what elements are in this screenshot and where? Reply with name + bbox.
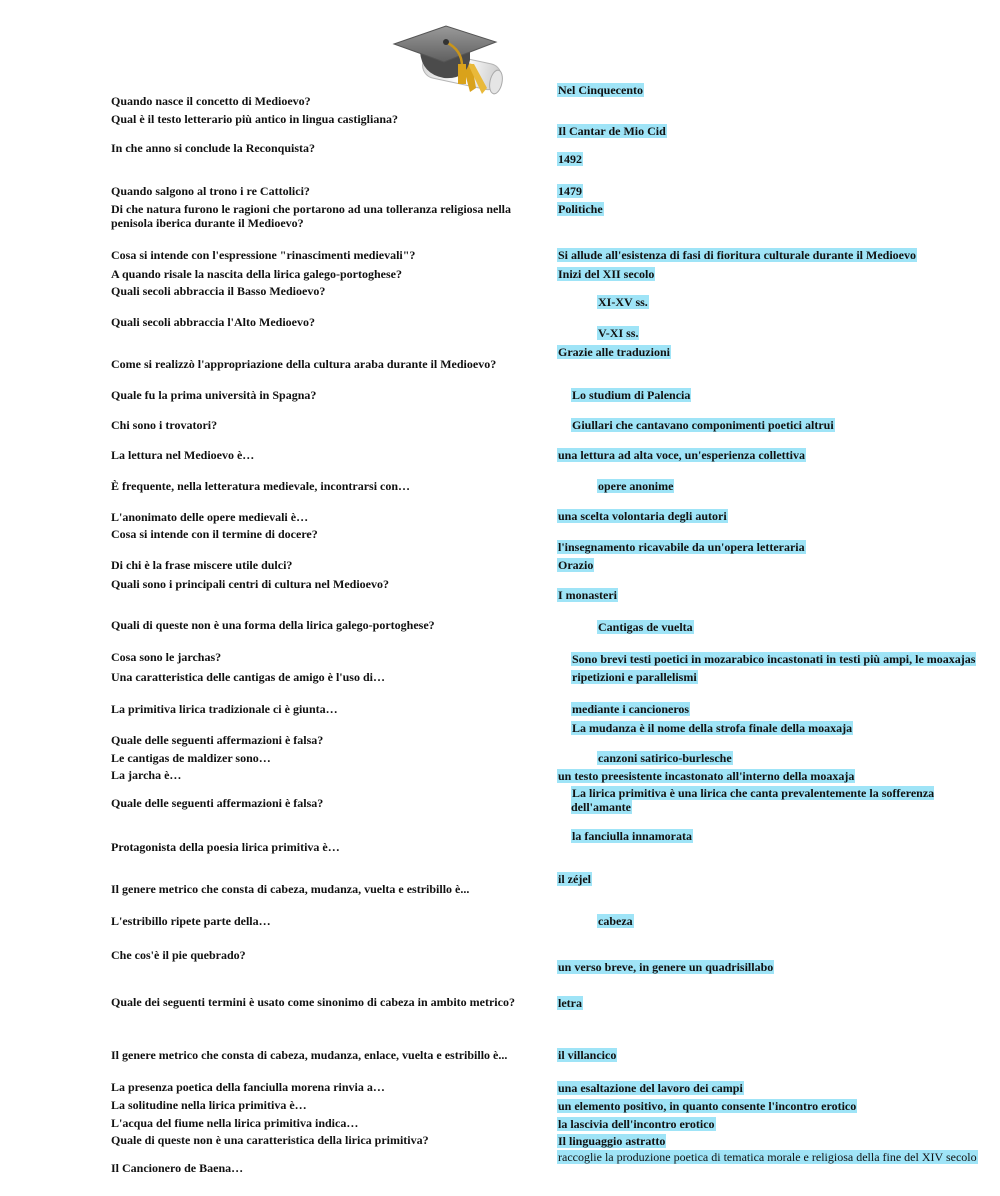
answer-highlight <box>597 620 694 634</box>
question-text: Il genere metrico che consta di cabeza, mudanza, vuelta e estribillo è... <box>111 882 470 896</box>
question-text: La jarcha è… <box>111 768 182 782</box>
answer-text: una esaltazione del lavoro dei campi <box>558 1081 743 1095</box>
answer-highlight <box>557 769 855 783</box>
question-text: Quali di queste non è una forma della lirica galego-portoghese? <box>111 618 435 632</box>
answer-text: una scelta volontaria degli autori <box>558 509 727 523</box>
answer-highlight <box>571 829 693 843</box>
question-text: Quali secoli abbraccia l'Alto Medioevo? <box>111 315 315 329</box>
question-text: A quando risale la nascita della lirica galego-portoghese? <box>111 267 402 281</box>
answer-highlight <box>557 1048 617 1062</box>
question-text: Cosa sono le jarchas? <box>111 650 222 664</box>
answer-highlight <box>557 872 592 886</box>
answer-text: Si allude all'esistenza di fasi di fioritura culturale durante il Medioevo <box>558 248 916 262</box>
answer-highlight <box>557 152 583 166</box>
answer-text: Politiche <box>558 202 603 216</box>
question-text: Quando nasce il concetto di Medioevo? <box>111 94 311 108</box>
question-text: Il Cancionero de Baena… <box>111 1161 244 1175</box>
answer-text: un verso breve, in genere un quadrisillabo <box>558 960 774 974</box>
answer-text: Cantigas de vuelta <box>598 620 693 634</box>
answer-text: Sono brevi testi poetici in mozarabico incastonati in testi più ampi, le moaxajas <box>572 652 976 666</box>
question-text: Il genere metrico che consta di cabeza, mudanza, enlace, vuelta e estribillo è... <box>111 1048 508 1062</box>
question-text: L'anonimato delle opere medievali è… <box>111 510 309 524</box>
answer-highlight <box>557 540 806 554</box>
answer-highlight <box>557 345 671 359</box>
question-text: Quale di queste non è una caratteristica della lirica primitiva? <box>111 1133 429 1147</box>
answer-text: Lo studium di Palencia <box>572 388 691 402</box>
answer-highlight <box>571 388 691 402</box>
question-text: Cosa si intende con il termine di docere? <box>111 527 318 541</box>
answer-highlight <box>597 326 639 340</box>
answer-text: il villancico <box>558 1048 617 1062</box>
answer-text: canzoni satirico-burlesche <box>598 751 732 765</box>
answer-text: l'insegnamento ricavabile da un'opera letteraria <box>558 540 805 554</box>
answer-text: Il Cantar de Mio Cid <box>558 124 666 138</box>
answer-text: Giullari che cantavano componimenti poetici altrui <box>572 418 834 432</box>
answer-text: il zéjel <box>558 872 591 886</box>
question-text: Quale fu la prima università in Spagna? <box>111 388 317 402</box>
question-text: Qual è il testo letterario più antico in lingua castigliana? <box>111 112 398 126</box>
answer-text: 1479 <box>558 184 582 198</box>
answer-highlight <box>597 751 733 765</box>
question-text: Cosa si intende con l'espressione "rinascimenti medievali"? <box>111 248 416 262</box>
answer-highlight <box>557 267 655 281</box>
answer-highlight <box>571 721 853 735</box>
answer-text: XI-XV ss. <box>598 295 648 309</box>
answer-text: la lascivia dell'incontro erotico <box>558 1117 715 1131</box>
question-text: La primitiva lirica tradizionale ci è giunta… <box>111 702 338 716</box>
question-text: In che anno si conclude la Reconquista? <box>111 141 316 155</box>
answer-highlight <box>557 202 604 216</box>
question-text: L'acqua del fiume nella lirica primitiva indica… <box>111 1116 359 1130</box>
question-text: Quale dei seguenti termini è usato come sinonimo di cabeza in ambito metrico? <box>111 995 515 1009</box>
answer-text: 1492 <box>558 152 582 166</box>
question-text: Di che natura furono le ragioni che portarono ad una tolleranza religiosa nella penisola iberica durante il Medioevo? <box>111 202 511 230</box>
answer-text: La lirica primitiva è una lirica che canta prevalentemente la sofferenza dell'amante <box>571 786 935 814</box>
question-text: Chi sono i trovatori? <box>111 418 218 432</box>
answer-text: Orazio <box>558 558 594 572</box>
answer-highlight <box>571 702 690 716</box>
question-text: Di chi è la frase miscere utile dulci? <box>111 558 293 572</box>
question-text: Quando salgono al trono i re Cattolici? <box>111 184 310 198</box>
answer-highlight <box>557 996 583 1010</box>
answer-text: Nel Cinquecento <box>558 83 643 97</box>
question-text: La solitudine nella lirica primitiva è… <box>111 1098 307 1112</box>
answer-highlight <box>557 124 667 138</box>
answer-highlight <box>557 558 594 572</box>
graduation-cap-diploma-icon <box>392 22 508 100</box>
question-text: Protagonista della poesia lirica primitiva è… <box>111 840 340 854</box>
answer-text: raccoglie la produzione poetica di tematica morale e religiosa della fine del XIV secolo <box>558 1150 977 1164</box>
question-text: Una caratteristica delle cantigas de amigo è l'uso di… <box>111 670 385 684</box>
answer-highlight <box>557 1081 744 1095</box>
answer-highlight <box>571 786 971 814</box>
answer-text: I monasteri <box>558 588 617 602</box>
answer-text: ripetizioni e parallelismi <box>572 670 697 684</box>
answer-highlight <box>557 1150 978 1164</box>
answer-text: Inizi del XII secolo <box>558 267 655 281</box>
question-text: È frequente, nella letteratura medievale, incontrarsi con… <box>111 479 411 493</box>
question-text: Quali sono i principali centri di cultura nel Medioevo? <box>111 577 390 591</box>
question-text: L'estribillo ripete parte della… <box>111 914 271 928</box>
answer-text: V-XI ss. <box>598 326 639 340</box>
answer-text: opere anonime <box>598 479 674 493</box>
answer-highlight <box>557 1117 716 1131</box>
answer-text: mediante i cancioneros <box>572 702 690 716</box>
answer-text: la fanciulla innamorata <box>572 829 693 843</box>
answer-highlight <box>571 652 976 666</box>
answer-text: una lettura ad alta voce, un'esperienza collettiva <box>558 448 805 462</box>
question-text: Quali secoli abbraccia il Basso Medioevo? <box>111 284 326 298</box>
answer-highlight <box>557 248 917 262</box>
question-text: Che cos'è il pie quebrado? <box>111 948 246 962</box>
answer-highlight <box>597 479 674 493</box>
answer-highlight <box>571 670 698 684</box>
question-text: La lettura nel Medioevo è… <box>111 448 255 462</box>
answer-text: Il linguaggio astratto <box>558 1134 666 1148</box>
answer-highlight <box>597 295 649 309</box>
answer-highlight <box>557 588 618 602</box>
answer-highlight <box>557 184 583 198</box>
question-text: Quale delle seguenti affermazioni è falsa? <box>111 796 324 810</box>
answer-highlight <box>557 509 728 523</box>
question-text: La presenza poetica della fanciulla morena rinvia a… <box>111 1080 385 1094</box>
answer-highlight <box>557 1134 666 1148</box>
answer-highlight <box>557 83 644 97</box>
answer-text: letra <box>558 996 582 1010</box>
answer-text: un elemento positivo, in quanto consente l'incontro erotico <box>558 1099 857 1113</box>
question-text: Come si realizzò l'appropriazione della cultura araba durante il Medioevo? <box>111 357 497 371</box>
answer-text: cabeza <box>598 914 633 928</box>
answer-highlight <box>597 914 634 928</box>
answer-text: Grazie alle traduzioni <box>558 345 670 359</box>
answer-highlight <box>571 418 835 432</box>
answer-text: La mudanza è il nome della strofa finale della moaxaja <box>572 721 853 735</box>
answer-highlight <box>557 448 806 462</box>
answer-highlight <box>557 960 774 974</box>
question-text: Quale delle seguenti affermazioni è falsa? <box>111 733 324 747</box>
question-text: Le cantigas de maldizer sono… <box>111 751 271 765</box>
answer-text: un testo preesistente incastonato all'interno della moaxaja <box>558 769 855 783</box>
answer-highlight <box>557 1099 857 1113</box>
